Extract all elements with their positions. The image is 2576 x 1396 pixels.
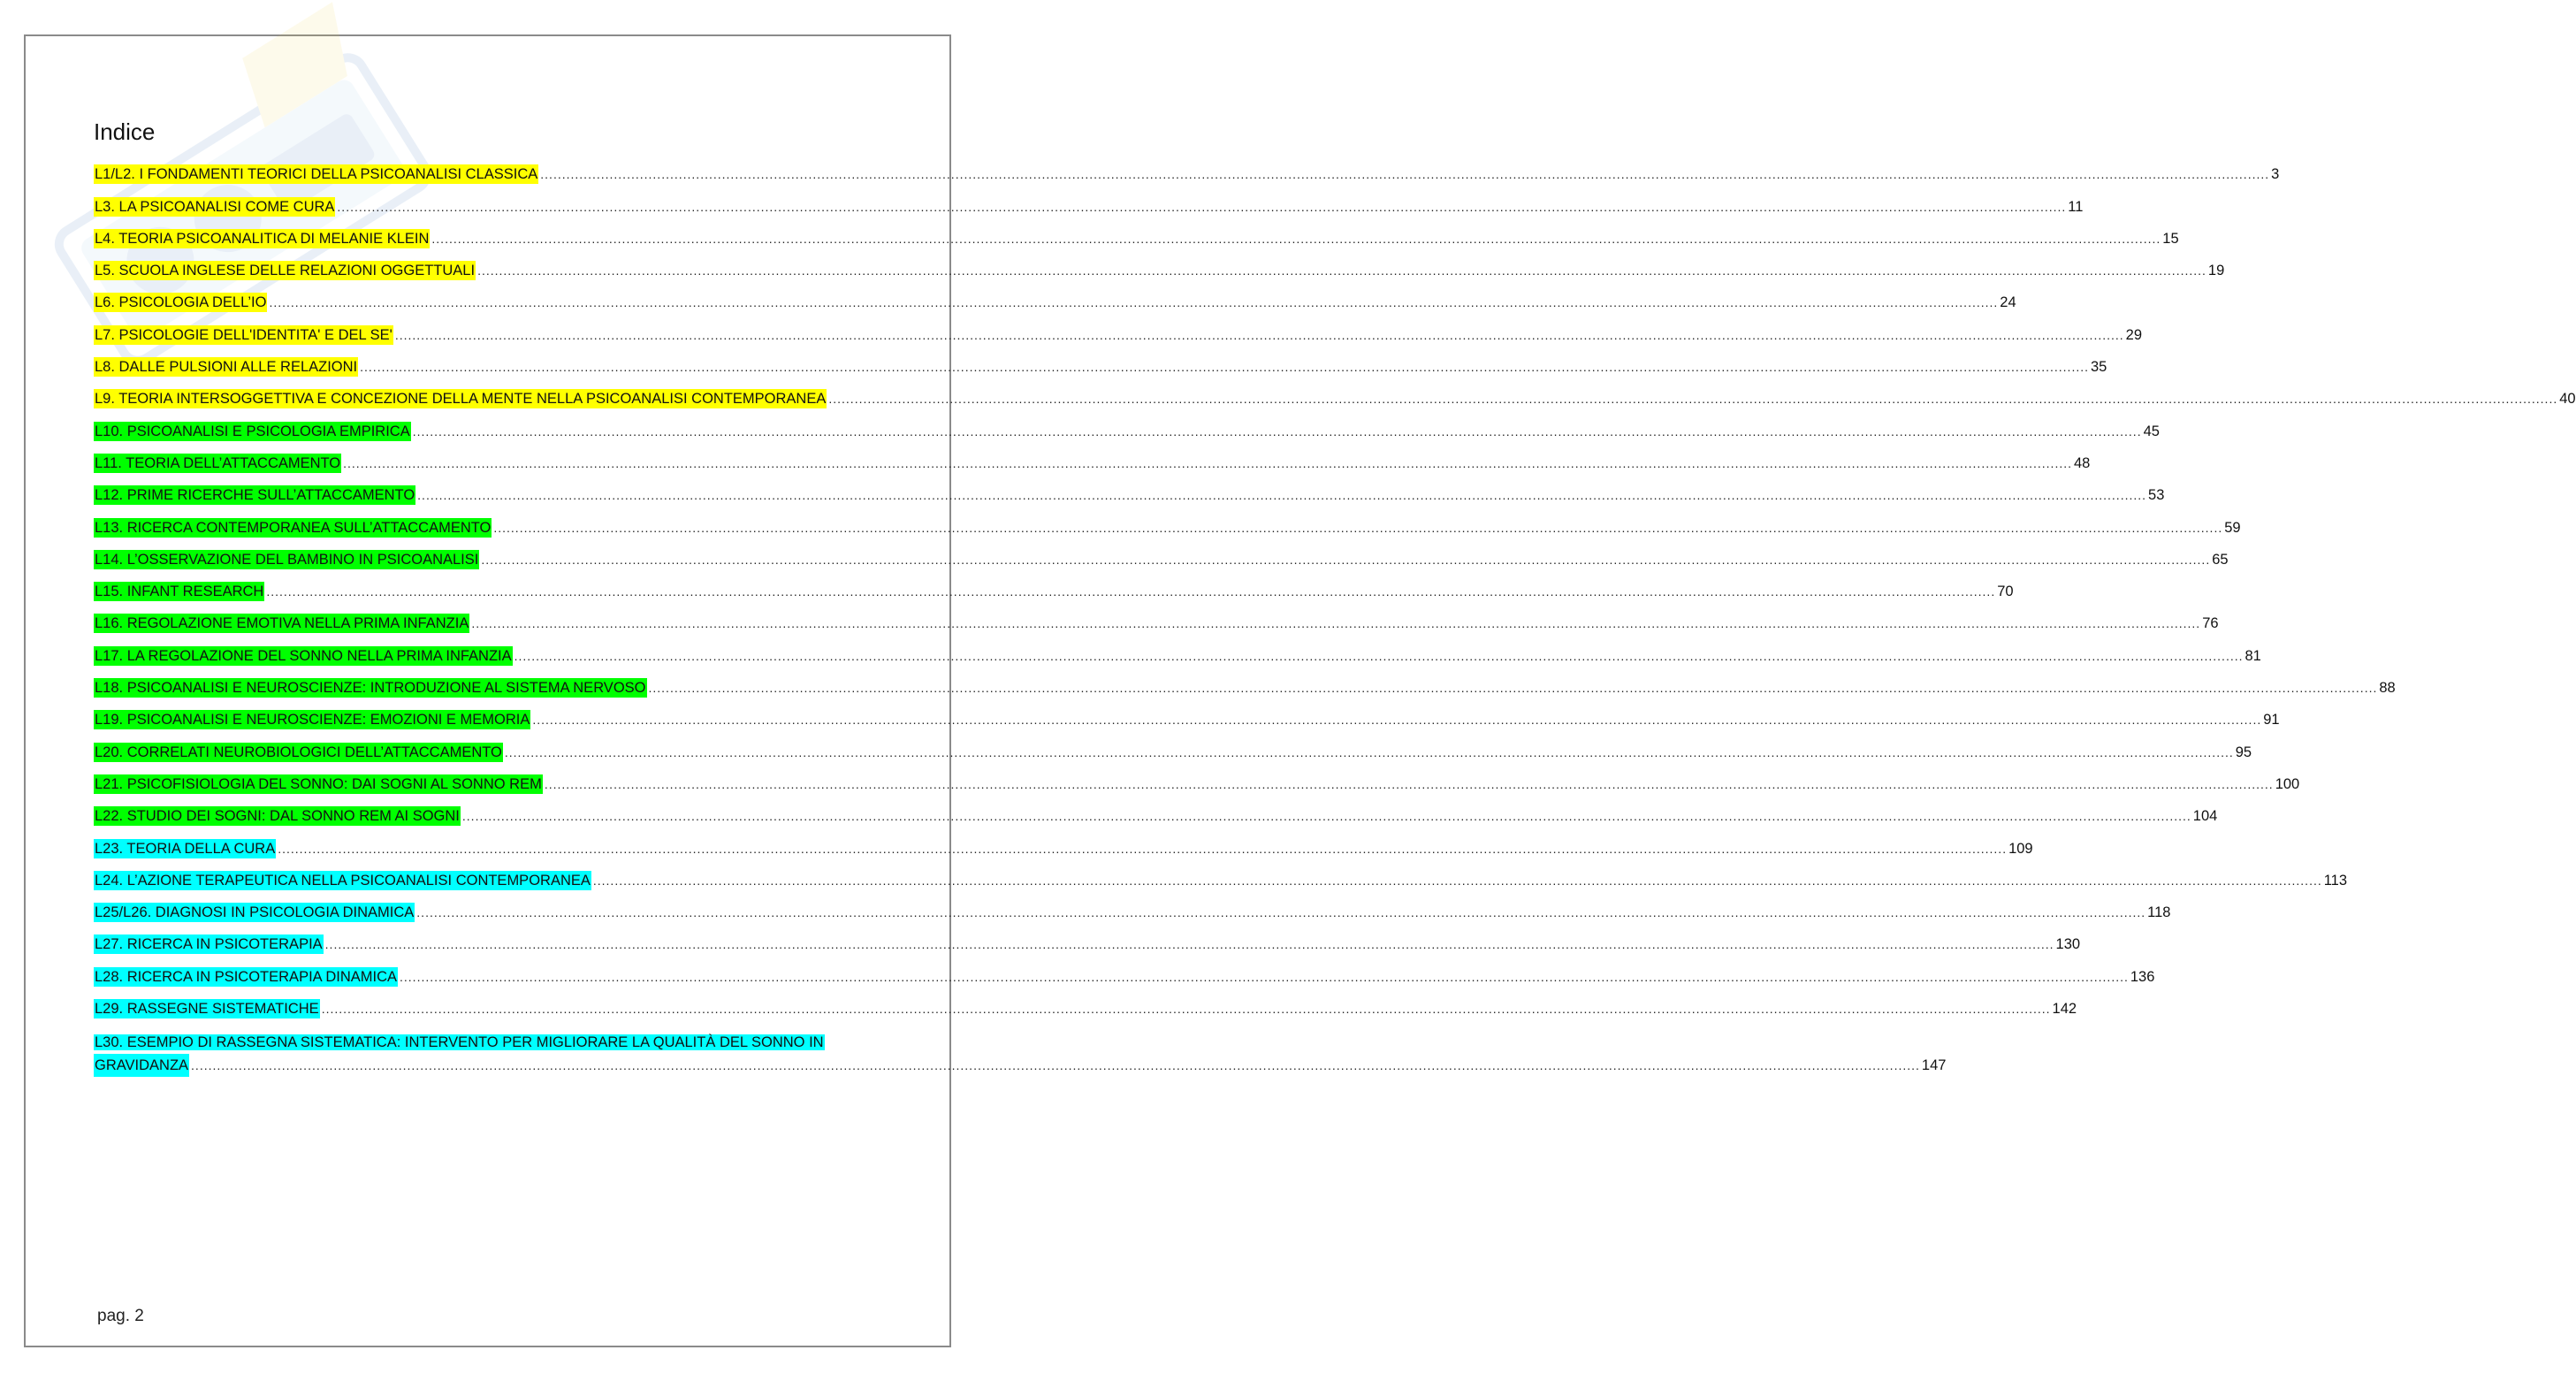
toc-entry-title: L30. ESEMPIO DI RASSEGNA SISTEMATICA: INTERVENTO PER MIGLIORARE LA QUALITÀ DEL SONNO IN [95, 1034, 824, 1051]
toc-entry-title: L15. INFANT RESEARCH [95, 584, 264, 600]
toc-entry-title: L20. CORRELATI NEUROBIOLOGICI DELL’ATTACCAMENTO [95, 744, 502, 760]
toc-entry-page: 81 [2244, 647, 2261, 664]
toc-leader-dots: ................................................................................................................................................................................................................................................................................................................................................................................................................ [269, 295, 1999, 310]
toc-entry-title: L19. PSICOANALISI E NEUROSCIENZE: EMOZIONI E MEMORIA [95, 712, 530, 729]
toc-entry-page: 24 [2000, 294, 2016, 311]
toc-entry-page: 95 [2235, 744, 2252, 760]
toc-entry-title: L10. PSICOANALISI E PSICOLOGIA EMPIRICA [95, 423, 410, 439]
toc-leader-dots: ................................................................................................................................................................................................................................................................................................................................................................................................................ [532, 713, 2262, 728]
toc-entry-title: L29. RASSEGNE SISTEMATICHE [95, 1001, 319, 1018]
toc-entry[interactable] [94, 698, 2280, 729]
toc-entry[interactable] [94, 152, 2280, 184]
toc-entry-page: 109 [2008, 840, 2033, 857]
toc-entry[interactable] [94, 826, 2033, 858]
toc-leader-dots: ................................................................................................................................................................................................................................................................................................................................................................................................................ [648, 681, 2378, 696]
toc-entry[interactable] [94, 794, 2218, 826]
toc-entry[interactable] [94, 538, 2229, 569]
toc-entry-page: 3 [2271, 166, 2280, 183]
toc-entry-title: L22. STUDIO DEI SOGNI: DAL SONNO REM AI SOGNI [95, 808, 460, 825]
toc-entry-title: L4. TEORIA PSICOANALITICA DI MELANIE KLEIN [95, 230, 430, 247]
toc-entry-title: L16. REGOLAZIONE EMOTIVA NELLA PRIMA INFANZIA [95, 615, 469, 632]
toc-entry[interactable] [94, 666, 2396, 698]
toc-entry-page: 40 [2559, 391, 2576, 408]
toc-leader-dots: ................................................................................................................................................................................................................................................................................................................................................................................................................ [544, 776, 2274, 791]
toc-entry[interactable] [94, 441, 2091, 473]
toc-entry-page: 15 [2162, 230, 2179, 247]
toc-entry-page: 70 [1997, 584, 2014, 600]
toc-entry-page: 91 [2263, 712, 2280, 729]
toc-leader-dots: ................................................................................................................................................................................................................................................................................................................................................................................................................ [324, 937, 2054, 952]
toc-leader-dots: ................................................................................................................................................................................................................................................................................................................................................................................................................ [592, 873, 2322, 888]
toc-leader-dots: ................................................................................................................................................................................................................................................................................................................................................................................................................ [278, 841, 2008, 856]
toc-entry-title: L3. LA PSICOANALISI COME CURA [95, 198, 335, 215]
toc-entry-title: L17. LA REGOLAZIONE DEL SONNO NELLA PRIMA INFANZIA [95, 647, 512, 664]
toc-leader-dots: ................................................................................................................................................................................................................................................................................................................................................................................................................ [321, 1002, 2051, 1017]
toc-entry-page: 104 [2192, 808, 2218, 825]
toc-entry-title: L25/L26. DIAGNOSI IN PSICOLOGIA DINAMICA [95, 904, 415, 921]
toc-entry[interactable] [94, 248, 2225, 280]
toc-entry[interactable] [94, 473, 2165, 505]
toc-entry-title: L11. TEORIA DELL’ATTACCAMENTO [95, 454, 341, 471]
toc-leader-dots: ................................................................................................................................................................................................................................................................................................................................................................................................................ [828, 392, 2558, 407]
toc-leader-dots: ................................................................................................................................................................................................................................................................................................................................................................................................................ [417, 488, 2147, 503]
toc-entry-title: L24. L’AZIONE TERAPEUTICA NELLA PSICOANALISI CONTEMPORANEA [95, 872, 591, 889]
toc-entry-title: L1/L2. I FONDAMENTI TEORICI DELLA PSICOANALISI CLASSICA [95, 166, 538, 183]
toc-entry-page: 76 [2202, 615, 2219, 632]
toc-entry[interactable] [94, 408, 2160, 440]
toc-leader-dots: ................................................................................................................................................................................................................................................................................................................................................................................................................ [337, 199, 2067, 214]
toc-entry-page: 53 [2148, 487, 2165, 504]
toc-entry[interactable] [94, 633, 2261, 665]
toc-entry-title: L5. SCUOLA INGLESE DELLE RELAZIONI OGGETTUALI [95, 263, 476, 279]
toc-leader-dots: ................................................................................................................................................................................................................................................................................................................................................................................................................ [343, 455, 2072, 470]
toc-leader-dots: ................................................................................................................................................................................................................................................................................................................................................................................................................ [400, 969, 2129, 984]
toc-leader-dots: ................................................................................................................................................................................................................................................................................................................................................................................................................ [266, 584, 1996, 599]
toc-entry[interactable] [94, 890, 2171, 922]
toc-entry[interactable] [94, 729, 2252, 761]
toc-entry-title: L9. TEORIA INTERSOGGETTIVA E CONCEZIONE DELLA MENTE NELLA PSICOANALISI CONTEMPORANEA [95, 391, 827, 408]
toc-entry-page: 88 [2379, 680, 2396, 697]
toc-entry-title: L28. RICERCA IN PSICOTERAPIA DINAMICA [95, 968, 398, 985]
toc-leader-dots: ................................................................................................................................................................................................................................................................................................................................................................................................................ [360, 360, 2089, 375]
toc-entry-page: 100 [2275, 775, 2300, 792]
toc-leader-dots: ................................................................................................................................................................................................................................................................................................................................................................................................................ [477, 263, 2206, 278]
toc-entry-title: L13. RICERCA CONTEMPORANEA SULL’ATTACCAMENTO [95, 519, 492, 536]
toc-entry-title: L12. PRIME RICERCHE SULL’ATTACCAMENTO [95, 487, 415, 504]
toc-entry-title: L23. TEORIA DELLA CURA [95, 840, 276, 857]
toc-entry-title: L7. PSICOLOGIE DELL'IDENTITA' E DEL SE' [95, 326, 392, 343]
page-number: pag. 2 [97, 1307, 144, 1325]
toc-entry[interactable] [94, 601, 2219, 633]
toc-entry[interactable] [94, 505, 2241, 537]
toc-entry[interactable] [94, 280, 2016, 312]
toc-entry[interactable] [94, 184, 2084, 216]
toc-entry-title: L6. PSICOLOGIA DELL’IO [95, 294, 267, 311]
toc-entry-title-continued: GRAVIDANZA [94, 1054, 189, 1077]
toc-entry[interactable] [94, 954, 2155, 986]
toc-leader-dots: ................................................................................................................................................................................................................................................................................................................................................................................................................ [412, 423, 2142, 439]
toc-entry-page: 35 [2091, 359, 2107, 376]
toc-leader-dots: ................................................................................................................................................................................................................................................................................................................................................................................................................ [540, 167, 2270, 182]
toc-entry[interactable] [94, 377, 2576, 408]
toc-entry-page: 65 [2212, 551, 2229, 568]
toc-leader-dots: ................................................................................................................................................................................................................................................................................................................................................................................................................ [461, 809, 2191, 824]
toc-leader-dots: ................................................................................................................................................................................................................................................................................................................................................................................................................ [514, 648, 2244, 663]
toc-leader-dots: ................................................................................................................................................................................................................................................................................................................................................................................................................ [493, 520, 2223, 535]
toc-entry-page: 142 [2052, 1001, 2077, 1018]
toc-entry-page: 147 [1921, 1057, 1947, 1074]
toc-leader-dots: ................................................................................................................................................................................................................................................................................................................................................................................................................ [394, 327, 2124, 342]
toc-entry[interactable] [94, 1018, 1947, 1077]
toc-leader-dots: ................................................................................................................................................................................................................................................................................................................................................................................................................ [191, 1058, 1920, 1073]
toc-entry-title: L14. L’OSSERVAZIONE DEL BAMBINO IN PSICOANALISI [95, 551, 479, 568]
toc-entry[interactable] [94, 858, 2348, 890]
toc-entry-page: 45 [2143, 423, 2160, 439]
toc-entry-title: L21. PSICOFISIOLOGIA DEL SONNO: DAI SOGNI AL SONNO REM [95, 775, 542, 792]
toc-leader-dots: ................................................................................................................................................................................................................................................................................................................................................................................................................ [504, 744, 2234, 759]
toc-entry-page: 29 [2125, 326, 2143, 343]
toc-entry[interactable] [94, 345, 2107, 377]
toc-entry-page: 136 [2130, 968, 2155, 985]
toc-entry[interactable] [94, 922, 2081, 954]
toc-entry[interactable] [94, 569, 2014, 601]
toc-entry-title: L8. DALLE PULSIONI ALLE RELAZIONI [95, 359, 358, 376]
toc-leader-dots: ................................................................................................................................................................................................................................................................................................................................................................................................................ [416, 905, 2146, 920]
toc-leader-dots: ................................................................................................................................................................................................................................................................................................................................................................................................................ [471, 616, 2201, 631]
toc-leader-dots: ................................................................................................................................................................................................................................................................................................................................................................................................................ [431, 231, 2161, 246]
toc-entry[interactable] [94, 312, 2143, 344]
toc-heading: Indice [94, 118, 156, 145]
toc-entry-page: 118 [2147, 904, 2171, 921]
toc-entry-title: L18. PSICOANALISI E NEUROSCIENZE: INTRODUZIONE AL SISTEMA NERVOSO [95, 680, 646, 697]
toc-entry-title: L27. RICERCA IN PSICOTERAPIA [95, 936, 323, 953]
toc-entry-page: 19 [2207, 263, 2225, 279]
toc-entry[interactable] [94, 217, 2179, 248]
table-of-contents [94, 152, 2576, 1077]
toc-entry[interactable] [94, 762, 2300, 794]
toc-leader-dots: ................................................................................................................................................................................................................................................................................................................................................................................................................ [481, 552, 2211, 567]
toc-entry-page: 113 [2323, 872, 2348, 889]
toc-entry-page: 130 [2055, 936, 2081, 953]
toc-entry-page: 59 [2224, 519, 2241, 536]
toc-entry-page: 48 [2074, 454, 2091, 471]
toc-entry-page: 11 [2068, 198, 2084, 215]
toc-entry[interactable] [94, 987, 2077, 1018]
